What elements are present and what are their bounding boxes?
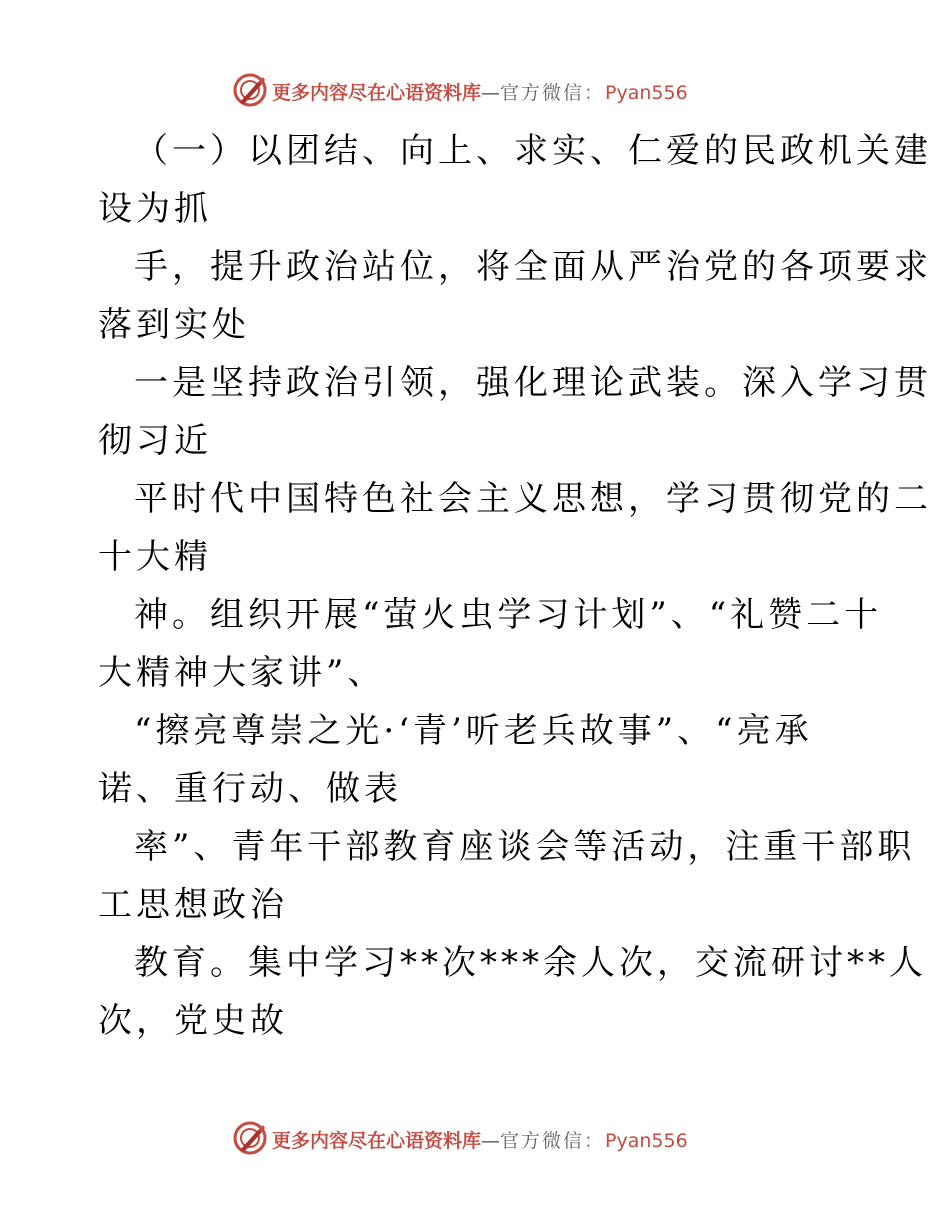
- paragraph: 一是坚持政治引领，强化理论武装。深入学习贯 彻习近: [98, 363, 932, 461]
- paragraph: “擦亮尊崇之光·‘青’听老兵故事”、“亮承 诺、重行动、做表: [98, 711, 813, 809]
- paragraph: 教育。集中学习**次***余人次，交流研讨**人 次，党史故: [98, 943, 927, 1041]
- banner-text: 更多内容尽在心语资料库—官方微信：Pyan556: [272, 82, 688, 104]
- paragraph: 平时代中国特色社会主义思想，学习贯彻党的二 十大精: [98, 479, 932, 577]
- banner-text: 更多内容尽在心语资料库—官方微信：Pyan556: [272, 1130, 688, 1152]
- pen-logo-icon: [232, 1120, 268, 1156]
- footer-banner: [0, 1120, 950, 1160]
- paragraph: 率”、青年干部教育座谈会等活动，注重干部职 工思想政治: [98, 827, 916, 925]
- pen-logo-icon: [232, 72, 268, 108]
- document-body: [98, 122, 932, 1050]
- paragraph: 神。组织开展“萤火虫学习计划”、“礼赞二十 大精神大家讲”、: [98, 595, 883, 693]
- paragraph: 手，提升政治站位，将全面从严治党的各项要求 落到实处: [98, 247, 932, 345]
- paragraph: （一）以团结、向上、求实、仁爱的民政机关建 设为抓: [98, 131, 932, 229]
- header-banner: [0, 72, 950, 112]
